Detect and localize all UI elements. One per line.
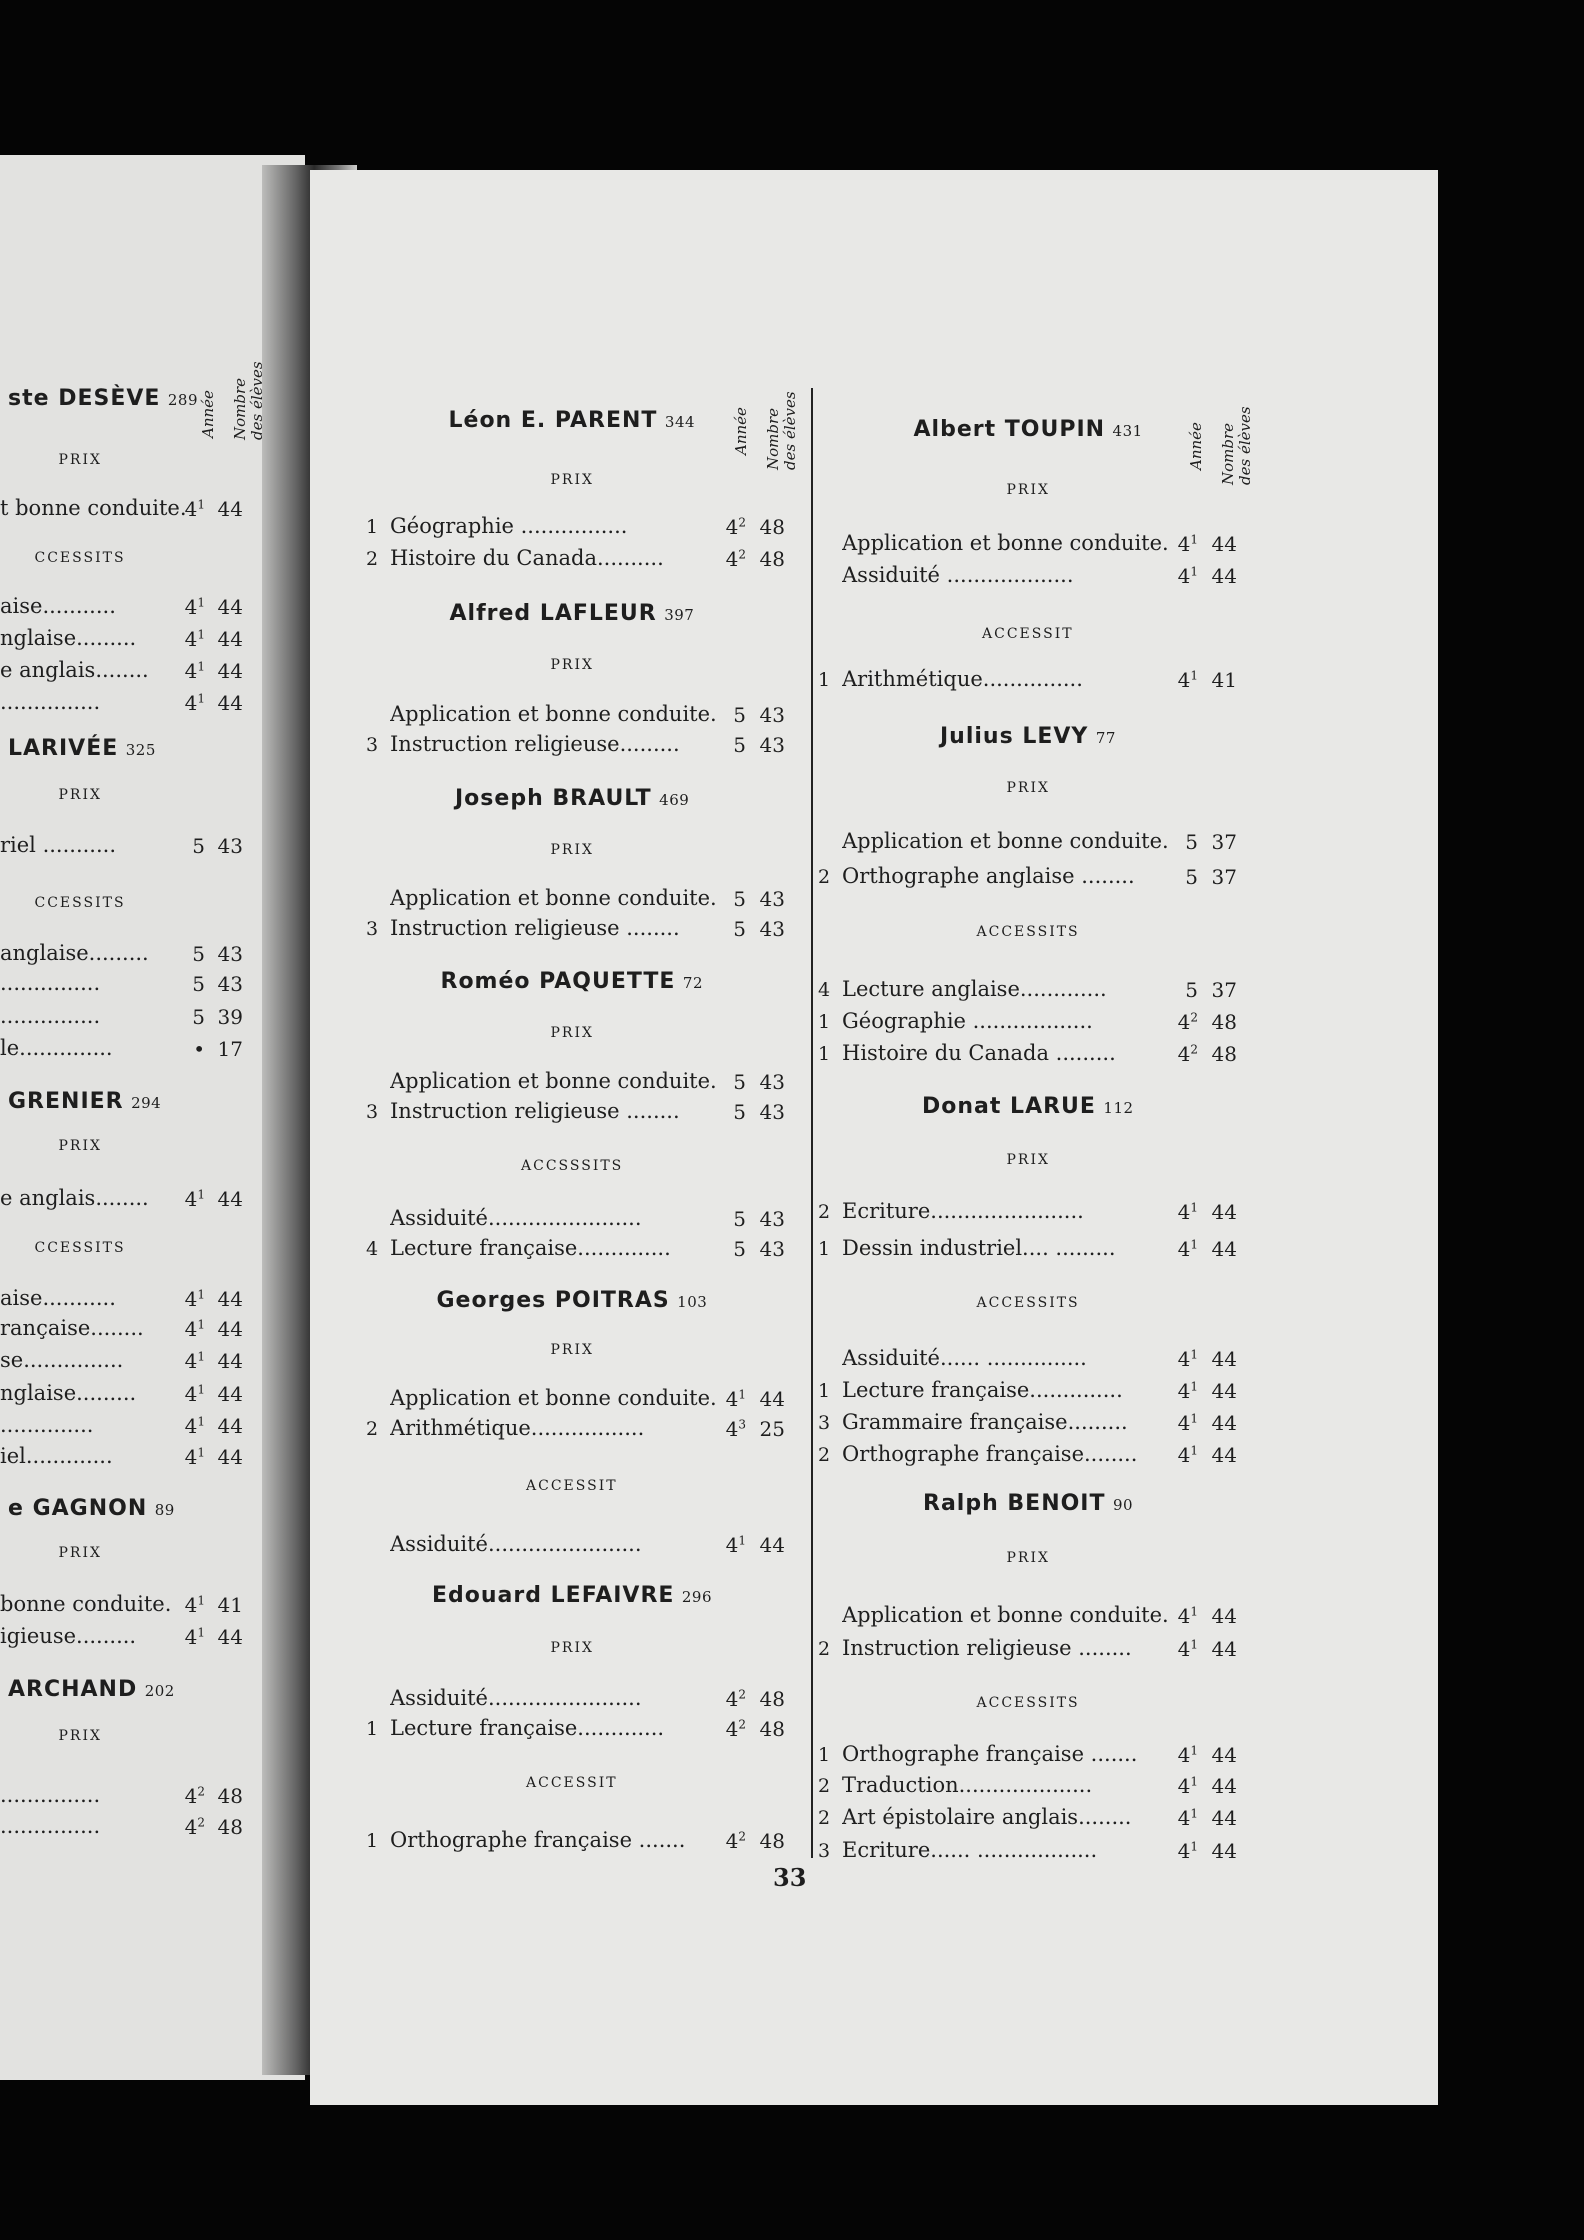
student-count: 44 xyxy=(759,1533,785,1557)
rank-number: 2 xyxy=(818,1201,831,1223)
header-nombre-line2: des élèves xyxy=(248,361,266,440)
subject-label: t bonne conduite. xyxy=(0,496,187,520)
year-value: 5 xyxy=(733,1100,746,1124)
subject-label: Grammaire française......... xyxy=(842,1410,1128,1434)
subject-label: Géographie .................. xyxy=(842,1009,1093,1033)
subject-label: ............... xyxy=(0,1783,101,1807)
student-count: 43 xyxy=(759,1207,785,1231)
year-value: $4^1$ xyxy=(1177,1839,1198,1863)
year-value: $4^1$ xyxy=(184,1187,205,1211)
subject-label: Histoire du Canada.......... xyxy=(390,546,664,570)
year-value: $4^1$ xyxy=(1177,1200,1198,1224)
student-count: 44 xyxy=(217,1414,243,1438)
year-value: 5 xyxy=(1185,830,1198,854)
student-count: 43 xyxy=(759,1100,785,1124)
student-count: 44 xyxy=(217,1187,243,1211)
subject-label: .............. xyxy=(0,1413,94,1437)
subject-label: anglaise......... xyxy=(0,941,149,965)
student-count: 17 xyxy=(217,1037,243,1061)
subject-label: rançaise........ xyxy=(0,1316,144,1340)
rank-number: 2 xyxy=(818,1807,831,1829)
year-value: $4^2$ xyxy=(725,1829,746,1853)
student-count: 48 xyxy=(217,1815,243,1839)
header-nombre-left xyxy=(232,361,266,440)
rank-number: 4 xyxy=(818,979,831,1001)
student-name: LARIVÉE 325 xyxy=(8,736,156,761)
student-name: Georges POITRAS 103 xyxy=(436,1288,708,1313)
subject-label: Application et bonne conduite. xyxy=(390,1386,717,1410)
student-count: 44 xyxy=(1211,1604,1237,1628)
subject-label: iel............. xyxy=(0,1444,113,1468)
subject-label: Application et bonne conduite. xyxy=(390,886,717,910)
student-name: GRENIER 294 xyxy=(8,1089,162,1114)
subject-label: Ecriture....................... xyxy=(842,1199,1084,1223)
student-name: ARCHAND 202 xyxy=(8,1677,175,1702)
year-value: 5 xyxy=(192,942,205,966)
subject-label: Assiduité....................... xyxy=(390,1206,642,1230)
student-count: 48 xyxy=(759,515,785,539)
section-heading: ACCESSIT xyxy=(526,1478,618,1494)
rank-number: 3 xyxy=(366,1101,379,1123)
year-value: $4^1$ xyxy=(725,1387,746,1411)
subject-label: Traduction.................... xyxy=(842,1773,1093,1797)
subject-label: Arithmétique............... xyxy=(842,667,1083,691)
header-nombre-line1: Nombre xyxy=(764,407,782,470)
student-count: 37 xyxy=(1211,830,1237,854)
subject-label: ............... xyxy=(0,690,101,714)
student-count: 44 xyxy=(217,1382,243,1406)
subject-label: Orthographe anglaise ........ xyxy=(842,864,1135,888)
student-count: 41 xyxy=(1211,668,1237,692)
student-count: 44 xyxy=(217,1625,243,1649)
year-value: $4^1$ xyxy=(1177,564,1198,588)
subject-label: ............... xyxy=(0,1004,101,1028)
student-name: Léon E. PARENT 344 xyxy=(448,408,696,433)
subject-label: Lecture française............. xyxy=(390,1716,665,1740)
subject-label: riel ........... xyxy=(0,833,117,857)
student-count: 44 xyxy=(217,1317,243,1341)
subject-label: Assiduité....................... xyxy=(390,1686,642,1710)
year-value: $4^1$ xyxy=(184,1287,205,1311)
rank-number: 1 xyxy=(818,1744,831,1766)
rank-number: 2 xyxy=(366,1418,379,1440)
year-value: $4^1$ xyxy=(1177,1743,1198,1767)
header-annee-middle: Année xyxy=(732,407,750,455)
student-count: 44 xyxy=(1211,1839,1237,1863)
header-nombre-right xyxy=(1220,406,1254,485)
year-value: $4^2$ xyxy=(725,547,746,571)
section-heading: PRIX xyxy=(550,1640,594,1656)
column-divider xyxy=(811,388,813,1858)
student-count: 48 xyxy=(217,1784,243,1808)
year-value: $4^1$ xyxy=(1177,532,1198,556)
student-name: Donat LARUE 112 xyxy=(922,1094,1134,1119)
section-heading: CCESSITS xyxy=(34,550,126,566)
year-value: 5 xyxy=(733,1237,746,1261)
subject-label: Instruction religieuse......... xyxy=(390,732,680,756)
student-count: 44 xyxy=(1211,1200,1237,1224)
subject-label: Lecture française.............. xyxy=(390,1236,671,1260)
student-name: e GAGNON 89 xyxy=(8,1496,175,1521)
rank-number: 3 xyxy=(366,734,379,756)
student-count: 25 xyxy=(759,1417,785,1441)
subject-label: Application et bonne conduite. xyxy=(842,829,1169,853)
student-count: 43 xyxy=(759,917,785,941)
subject-label: nglaise......... xyxy=(0,626,137,650)
student-count: 48 xyxy=(759,1829,785,1853)
year-value: $4^2$ xyxy=(1177,1042,1198,1066)
student-count: 37 xyxy=(1211,865,1237,889)
year-value: $4^2$ xyxy=(1177,1010,1198,1034)
section-heading: ACCSSSITS xyxy=(521,1158,624,1174)
student-count: 37 xyxy=(1211,978,1237,1002)
section-heading: PRIX xyxy=(1006,482,1050,498)
rank-number: 1 xyxy=(818,1011,831,1033)
student-count: 44 xyxy=(217,627,243,651)
subject-label: Arithmétique................. xyxy=(390,1416,645,1440)
year-value: 5 xyxy=(733,887,746,911)
year-value: $4^1$ xyxy=(184,691,205,715)
year-value: 5 xyxy=(733,703,746,727)
student-count: 44 xyxy=(217,659,243,683)
student-count: 44 xyxy=(1211,1774,1237,1798)
subject-label: aise........... xyxy=(0,594,116,618)
year-value: $4^1$ xyxy=(1177,1604,1198,1628)
student-count: 44 xyxy=(217,1287,243,1311)
student-count: 48 xyxy=(1211,1010,1237,1034)
subject-label: Dessin industriel.... ......... xyxy=(842,1236,1116,1260)
year-value: $4^1$ xyxy=(1177,668,1198,692)
year-value: $4^1$ xyxy=(184,1317,205,1341)
year-value: $4^1$ xyxy=(184,1593,205,1617)
year-value: $4^3$ xyxy=(725,1417,746,1441)
year-value: $4^1$ xyxy=(184,1445,205,1469)
subject-label: igieuse......... xyxy=(0,1624,137,1648)
section-heading: CCESSITS xyxy=(34,1240,126,1256)
year-value: $4^1$ xyxy=(184,1382,205,1406)
rank-number: 1 xyxy=(818,669,831,691)
student-count: 43 xyxy=(217,942,243,966)
student-count: 43 xyxy=(759,887,785,911)
rank-number: 1 xyxy=(366,516,379,538)
subject-label: Assiduité ................... xyxy=(842,563,1074,587)
subject-label: Application et bonne conduite. xyxy=(390,1069,717,1093)
year-value: $4^1$ xyxy=(1177,1443,1198,1467)
student-count: 44 xyxy=(1211,564,1237,588)
header-nombre-line1: Nombre xyxy=(231,377,249,440)
subject-label: Orthographe française........ xyxy=(842,1442,1138,1466)
section-heading: PRIX xyxy=(550,657,594,673)
year-value: $4^2$ xyxy=(725,1687,746,1711)
year-value: $4^1$ xyxy=(1177,1806,1198,1830)
section-heading: ACCESSIT xyxy=(526,1775,618,1791)
year-value: 5 xyxy=(1185,978,1198,1002)
subject-label: aise........... xyxy=(0,1286,116,1310)
section-heading: PRIX xyxy=(550,1025,594,1041)
rank-number: 1 xyxy=(818,1238,831,1260)
year-value: 5 xyxy=(192,1005,205,1029)
rank-number: 4 xyxy=(366,1238,379,1260)
year-value: $4^1$ xyxy=(184,595,205,619)
student-count: 48 xyxy=(759,547,785,571)
year-value: $4^1$ xyxy=(184,1625,205,1649)
rank-number: 3 xyxy=(818,1840,831,1862)
student-name: Ralph BENOIT 90 xyxy=(923,1491,1134,1516)
header-nombre-line1: Nombre xyxy=(1219,422,1237,485)
section-heading: ACCESSITS xyxy=(976,924,1080,940)
section-heading: PRIX xyxy=(58,1728,102,1744)
year-value: $4^1$ xyxy=(1177,1411,1198,1435)
year-value: 5 xyxy=(733,1207,746,1231)
student-count: 48 xyxy=(1211,1042,1237,1066)
section-heading: PRIX xyxy=(550,842,594,858)
header-nombre-line2: des élèves xyxy=(1236,406,1254,485)
year-value: • xyxy=(193,1037,205,1061)
student-name: Roméo PAQUETTE 72 xyxy=(440,969,704,994)
rank-number: 1 xyxy=(818,1043,831,1065)
year-value: 5 xyxy=(1185,865,1198,889)
subject-label: Assiduité....................... xyxy=(390,1532,642,1556)
subject-label: Lecture française.............. xyxy=(842,1378,1123,1402)
student-count: 43 xyxy=(759,703,785,727)
section-heading: PRIX xyxy=(550,1342,594,1358)
year-value: $4^1$ xyxy=(184,627,205,651)
student-name: Alfred LAFLEUR 397 xyxy=(449,601,695,626)
subject-label: Orthographe française ....... xyxy=(390,1828,686,1852)
subject-label: nglaise......... xyxy=(0,1381,137,1405)
rank-number: 1 xyxy=(818,1380,831,1402)
section-heading: PRIX xyxy=(58,1545,102,1561)
year-value: $4^2$ xyxy=(725,1717,746,1741)
rank-number: 2 xyxy=(818,866,831,888)
student-count: 44 xyxy=(1211,1743,1237,1767)
year-value: $4^2$ xyxy=(184,1815,205,1839)
subject-label: Art épistolaire anglais........ xyxy=(842,1805,1132,1829)
subject-label: Lecture anglaise............. xyxy=(842,977,1107,1001)
header-annee-left: Année xyxy=(199,390,217,438)
section-heading: CCESSITS xyxy=(34,895,126,911)
year-value: 5 xyxy=(733,733,746,757)
year-value: $4^1$ xyxy=(184,659,205,683)
year-value: $4^1$ xyxy=(184,1414,205,1438)
section-heading: ACCESSITS xyxy=(976,1295,1080,1311)
year-value: 5 xyxy=(733,1070,746,1094)
student-name: ste DESÈVE 289 xyxy=(8,386,199,411)
section-heading: PRIX xyxy=(1006,1152,1050,1168)
section-heading: ACCESSITS xyxy=(976,1695,1080,1711)
subject-label: bonne conduite. xyxy=(0,1592,172,1616)
subject-label: Assiduité...... ............... xyxy=(842,1346,1087,1370)
subject-label: Application et bonne conduite. xyxy=(842,1603,1169,1627)
subject-label: Application et bonne conduite. xyxy=(842,531,1169,555)
student-count: 44 xyxy=(1211,1443,1237,1467)
student-count: 44 xyxy=(1211,1379,1237,1403)
section-heading: ACCESSIT xyxy=(982,626,1074,642)
section-heading: PRIX xyxy=(550,472,594,488)
subject-label: Application et bonne conduite. xyxy=(390,702,717,726)
subject-label: e anglais........ xyxy=(0,658,149,682)
student-name: Edouard LEFAIVRE 296 xyxy=(432,1583,713,1608)
student-count: 44 xyxy=(1211,1237,1237,1261)
student-count: 44 xyxy=(759,1387,785,1411)
year-value: $4^1$ xyxy=(1177,1379,1198,1403)
year-value: $4^1$ xyxy=(184,1349,205,1373)
rank-number: 2 xyxy=(818,1444,831,1466)
student-name: Julius LEVY 77 xyxy=(940,724,1116,749)
rank-number: 1 xyxy=(366,1830,379,1852)
year-value: 5 xyxy=(733,917,746,941)
year-value: 5 xyxy=(192,834,205,858)
section-heading: PRIX xyxy=(58,1138,102,1154)
subject-label: se............... xyxy=(0,1348,124,1372)
student-count: 43 xyxy=(759,733,785,757)
rank-number: 2 xyxy=(366,548,379,570)
section-heading: PRIX xyxy=(58,787,102,803)
rank-number: 2 xyxy=(818,1775,831,1797)
section-heading: PRIX xyxy=(58,452,102,468)
header-nombre-line2: des élèves xyxy=(781,391,799,470)
student-count: 44 xyxy=(1211,1806,1237,1830)
subject-label: Géographie ................ xyxy=(390,514,628,538)
student-name: Joseph BRAULT 469 xyxy=(455,786,690,811)
student-count: 48 xyxy=(759,1717,785,1741)
header-nombre-middle xyxy=(765,391,799,470)
subject-label: Orthographe française ....... xyxy=(842,1742,1138,1766)
student-count: 48 xyxy=(759,1687,785,1711)
student-count: 43 xyxy=(217,834,243,858)
subject-label: Instruction religieuse ........ xyxy=(842,1636,1132,1660)
rank-number: 2 xyxy=(818,1638,831,1660)
student-count: 44 xyxy=(1211,532,1237,556)
year-value: $4^2$ xyxy=(184,1784,205,1808)
section-heading: PRIX xyxy=(1006,780,1050,796)
student-count: 44 xyxy=(1211,1637,1237,1661)
year-value: $4^1$ xyxy=(1177,1637,1198,1661)
student-count: 44 xyxy=(217,595,243,619)
student-count: 41 xyxy=(217,1593,243,1617)
student-count: 44 xyxy=(217,1445,243,1469)
student-count: 39 xyxy=(217,1005,243,1029)
student-count: 43 xyxy=(759,1237,785,1261)
year-value: $4^2$ xyxy=(725,515,746,539)
year-value: $4^1$ xyxy=(725,1533,746,1557)
student-count: 43 xyxy=(217,972,243,996)
student-count: 44 xyxy=(1211,1347,1237,1371)
subject-label: Histoire du Canada ......... xyxy=(842,1041,1116,1065)
student-count: 44 xyxy=(217,1349,243,1373)
student-count: 44 xyxy=(217,691,243,715)
subject-label: e anglais........ xyxy=(0,1186,149,1210)
rank-number: 1 xyxy=(366,1718,379,1740)
section-heading: PRIX xyxy=(1006,1550,1050,1566)
rank-number: 3 xyxy=(818,1412,831,1434)
student-count: 44 xyxy=(1211,1411,1237,1435)
student-count: 44 xyxy=(217,497,243,521)
header-annee-right: Année xyxy=(1187,422,1205,470)
subject-label: ............... xyxy=(0,1814,101,1838)
subject-label: ............... xyxy=(0,971,101,995)
subject-label: le.............. xyxy=(0,1036,113,1060)
student-count: 43 xyxy=(759,1070,785,1094)
student-name: Albert TOUPIN 431 xyxy=(913,417,1143,442)
page-number: 33 xyxy=(773,1863,807,1892)
subject-label: Instruction religieuse ........ xyxy=(390,1099,680,1123)
year-value: $4^1$ xyxy=(1177,1347,1198,1371)
subject-label: Instruction religieuse ........ xyxy=(390,916,680,940)
year-value: $4^1$ xyxy=(184,497,205,521)
year-value: 5 xyxy=(192,972,205,996)
rank-number: 3 xyxy=(366,918,379,940)
year-value: $4^1$ xyxy=(1177,1774,1198,1798)
year-value: $4^1$ xyxy=(1177,1237,1198,1261)
subject-label: Ecriture...... .................. xyxy=(842,1838,1098,1862)
